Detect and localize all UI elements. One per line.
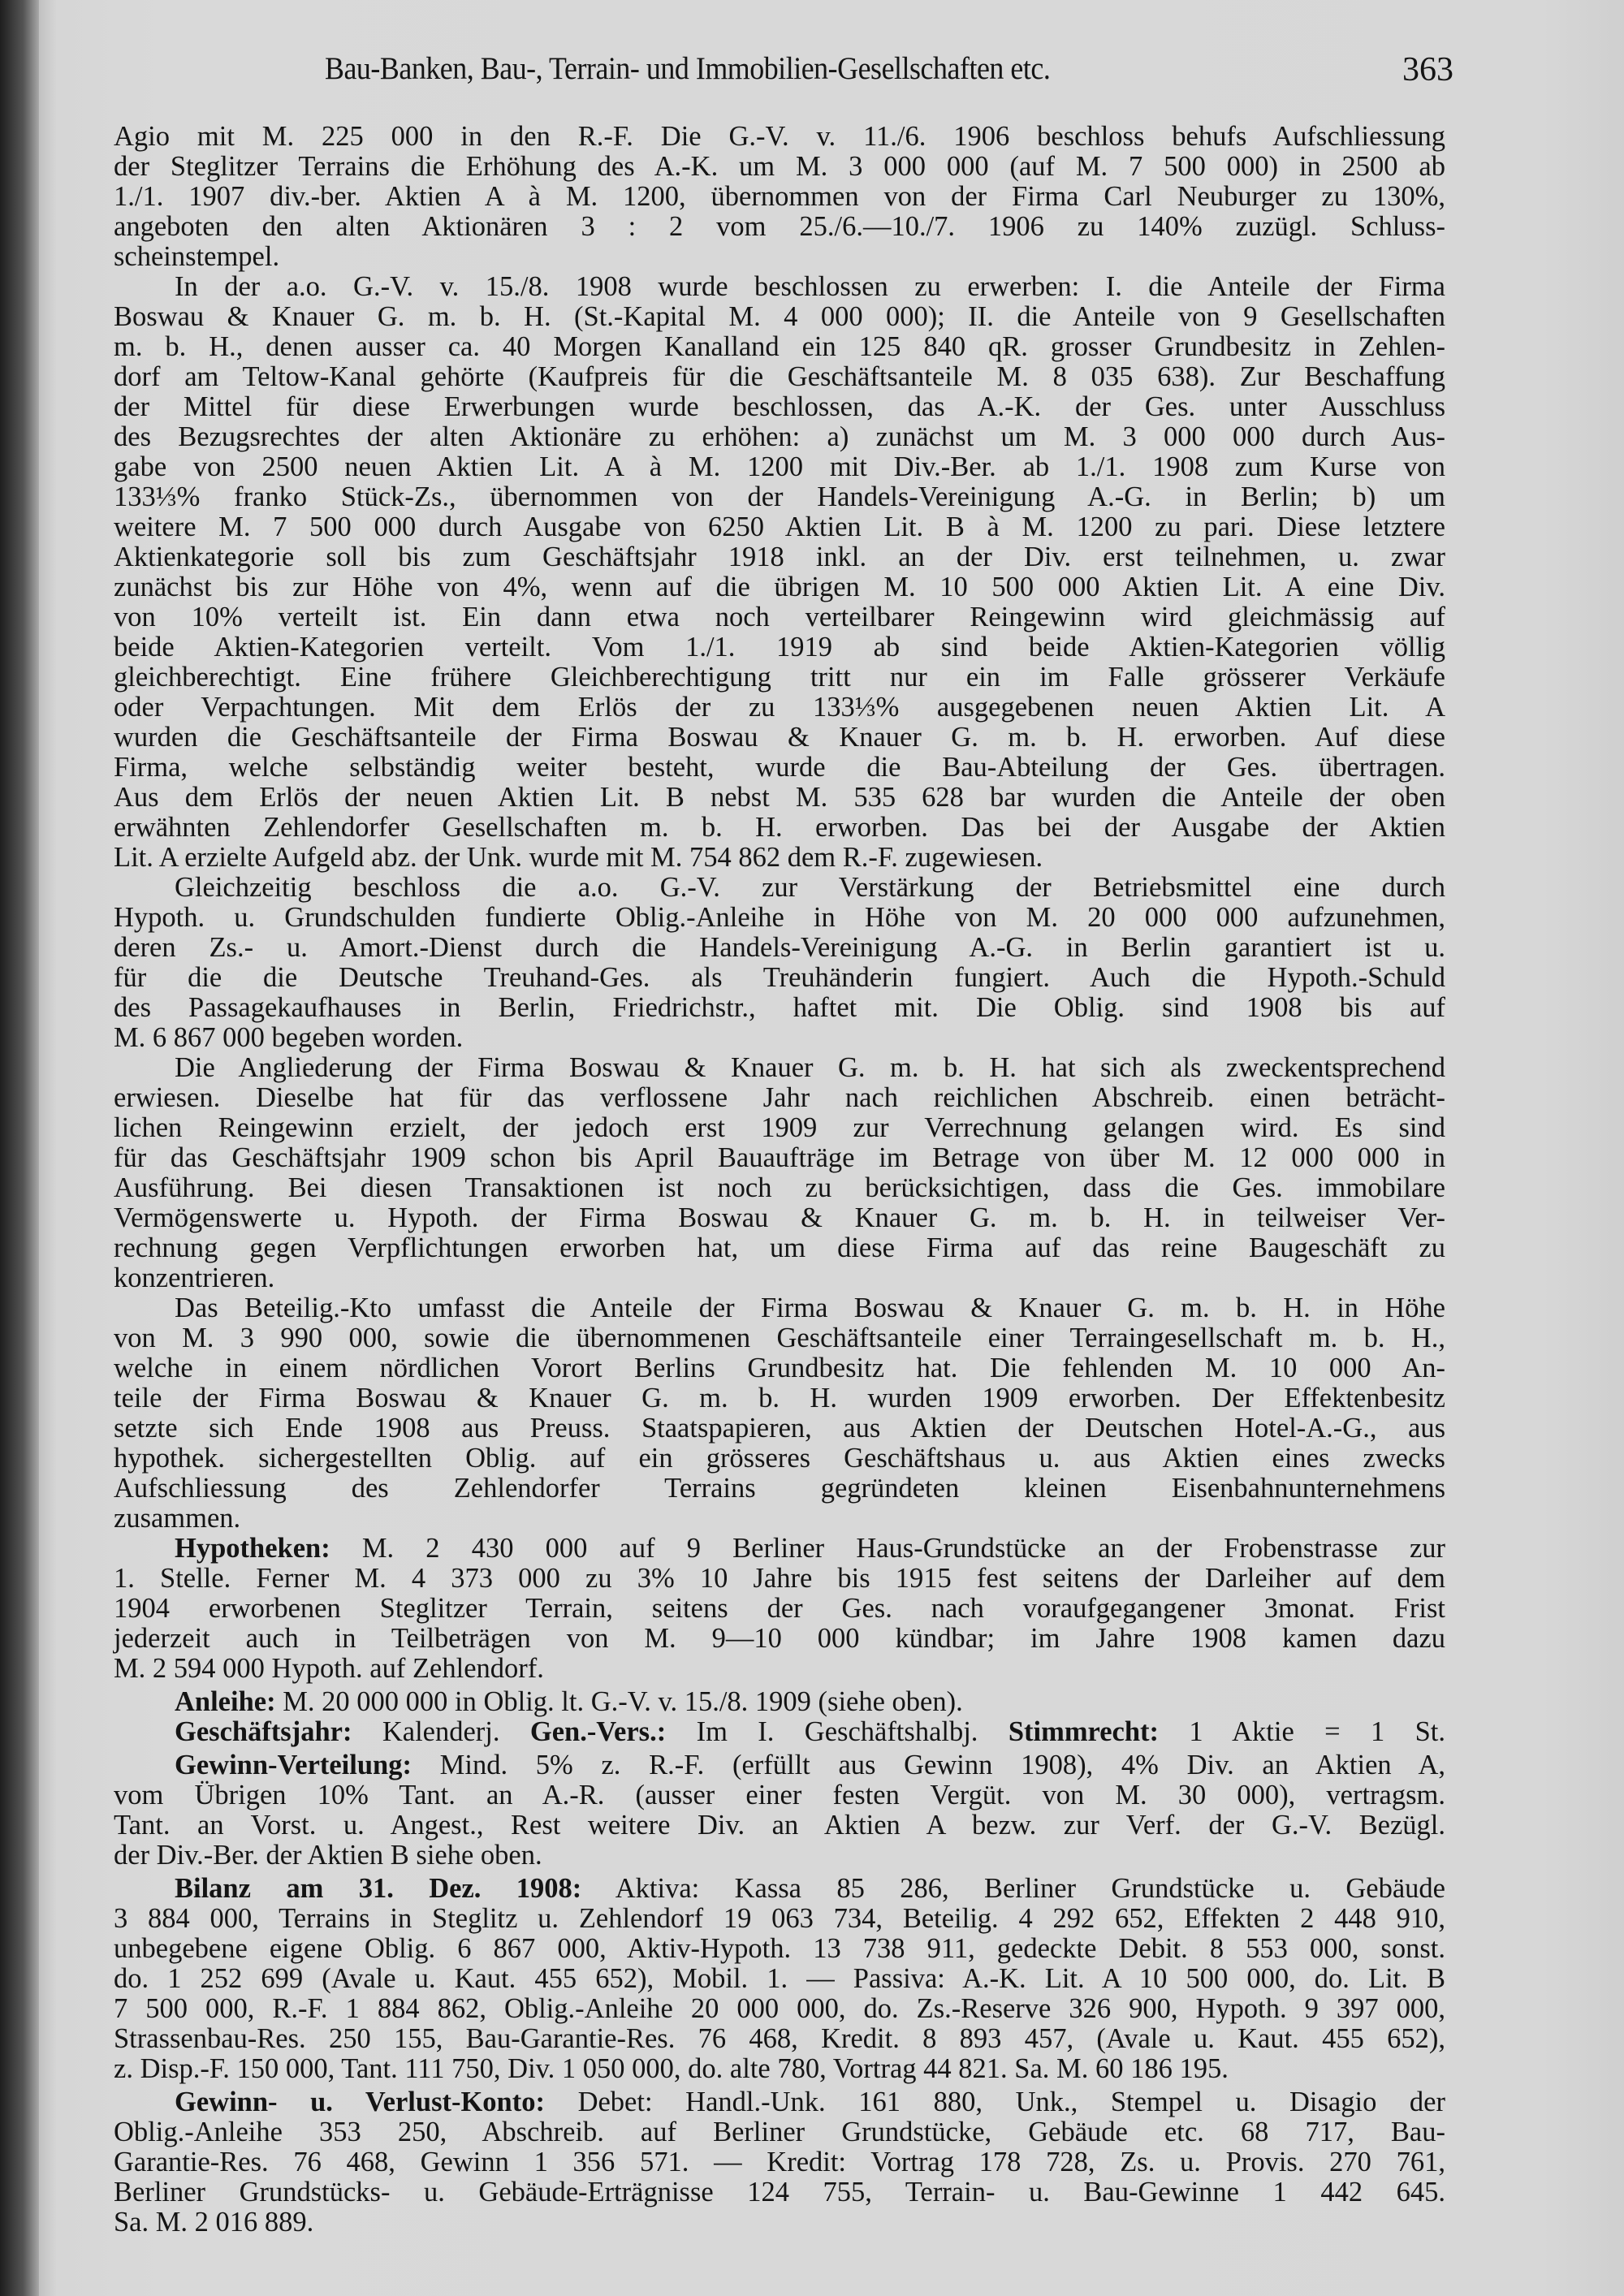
running-header-title: Bau-Banken, Bau-, Terrain- und Immobilien-Gesellschaften etc. bbox=[325, 51, 1051, 86]
line-text: M. 6 867 000 begeben worden. bbox=[114, 1022, 464, 1053]
text-line bbox=[114, 422, 1445, 452]
text-line bbox=[114, 1904, 1445, 1934]
text-line bbox=[114, 542, 1445, 572]
text-line bbox=[114, 1624, 1445, 1654]
line-text: Boswau & Knauer G. m. b. H. (St.-Kapital M. 4 000 000); II. die Anteile von 9 Gesellschaften bbox=[114, 301, 1445, 332]
text-line bbox=[114, 1203, 1445, 1233]
line-text: erwähnten Zehlendorfer Gesellschaften m. b. H. erworben. Das bei der Ausgabe der Aktien bbox=[114, 812, 1445, 843]
section-text: Kalenderj. bbox=[352, 1716, 500, 1747]
line-text: für die die Deutsche Treuhand-Ges. als Treuhänderin fungiert. Auch die Hypoth.-Schuld bbox=[114, 962, 1445, 993]
text-line bbox=[114, 182, 1445, 212]
text-line bbox=[114, 1053, 1445, 1083]
scan-page-edge bbox=[0, 0, 39, 2296]
line-text: Agio mit M. 225 000 in den R.-F. Die G.-V. v. 11./6. 1906 beschloss behufs Aufschliessung bbox=[114, 121, 1445, 152]
paragraph bbox=[114, 1293, 1445, 1534]
text-line bbox=[114, 1717, 1445, 1747]
line-text: m. b. H., denen ausser ca. 40 Morgen Kanalland ein 125 840 qR. grosser Grundbesitz in Zehlen- bbox=[114, 331, 1445, 362]
text-line bbox=[114, 1687, 1445, 1717]
text-line bbox=[114, 1413, 1445, 1444]
paragraph bbox=[114, 1684, 1445, 1717]
text-line bbox=[114, 482, 1445, 512]
text-line bbox=[114, 392, 1445, 422]
text-line bbox=[114, 1504, 1445, 1534]
line-text: des Bezugsrechtes der alten Aktionäre zu erhöhen: a) zunächst um M. 3 000 000 durch Aus- bbox=[114, 421, 1445, 452]
text-line bbox=[114, 1654, 1445, 1684]
text-line bbox=[114, 242, 1445, 272]
text-line bbox=[114, 212, 1445, 242]
line-text: hypothek. sichergestellten Oblig. auf ein grösseres Geschäftshaus u. aus Aktien eines zwecks bbox=[114, 1443, 1445, 1474]
running-header bbox=[114, 50, 1453, 91]
line-text: 1. Stelle. Ferner M. 4 373 000 zu 3% 10 Jahre bis 1915 fest seitens der Darleiher auf dem bbox=[114, 1563, 1445, 1594]
line-text: Vermögenswerte u. Hypoth. der Firma Boswau & Knauer G. m. b. H. in teilweiser Ver- bbox=[114, 1202, 1445, 1233]
line-text: rechnung gegen Verpflichtungen erworben hat, um diese Firma auf das reine Baugeschäft zu bbox=[114, 1232, 1445, 1263]
line-text: 3 884 000, Terrains in Steglitz u. Zehlendorf 19 063 734, Beteilig. 4 292 652, Effekten 2 448 910, bbox=[114, 1903, 1445, 1934]
text-line bbox=[114, 1534, 1445, 1564]
text-line bbox=[114, 152, 1445, 182]
line-text: Mind. 5% z. R.-F. (erfüllt aus Gewinn 1908), 4% Div. an Aktien A, bbox=[411, 1750, 1445, 1780]
paragraph bbox=[114, 1053, 1445, 1293]
line-text: lichen Reingewinn erzielt, der jedoch erst 1909 zur Verrechnung gelangen wird. Es sind bbox=[114, 1112, 1445, 1143]
line-text: 133⅓% franko Stück-Zs., übernommen von der Handels-Vereinigung A.-G. in Berlin; b) um bbox=[114, 481, 1445, 512]
line-text: Das Beteilig.-Kto umfasst die Anteile der Firma Boswau & Knauer G. m. b. H. in Höhe bbox=[175, 1293, 1445, 1323]
text-line bbox=[114, 1874, 1445, 1904]
text-line bbox=[114, 122, 1445, 152]
paragraph bbox=[114, 1871, 1445, 2084]
text-line bbox=[114, 572, 1445, 602]
text-line bbox=[114, 302, 1445, 332]
text-line bbox=[114, 963, 1445, 993]
line-text: 1904 erworbenen Steglitzer Terrain, seitens der Ges. nach voraufgegangener 3monat. Frist bbox=[114, 1593, 1445, 1624]
text-line bbox=[114, 933, 1445, 963]
line-text: der Steglitzer Terrains die Erhöhung des A.-K. um M. 3 000 000 (auf M. 7 500 000) in 2500 ab bbox=[114, 151, 1445, 182]
line-text: Tant. an Vorst. u. Angest., Rest weitere Div. an Aktien A bezw. zur Verf. der G.-V. Bezügl. bbox=[114, 1810, 1445, 1841]
line-text: weitere M. 7 500 000 durch Ausgabe von 6250 Aktien Lit. B à M. 1200 zu pari. Diese letztere bbox=[114, 511, 1445, 542]
line-text: zunächst bis zur Höhe von 4%, wenn auf die übrigen M. 10 500 000 Aktien Lit. A eine Div. bbox=[114, 572, 1445, 602]
text-line bbox=[114, 602, 1445, 632]
line-text: gabe von 2500 neuen Aktien Lit. A à M. 1200 mit Div.-Ber. ab 1./1. 1908 zum Kurse von bbox=[114, 451, 1445, 482]
text-line bbox=[114, 2208, 1445, 2238]
section-label: Anleihe: bbox=[175, 1686, 276, 1717]
line-text: welche in einem nördlichen Vorort Berlins Grundbesitz hat. Die fehlenden M. 10 000 An- bbox=[114, 1353, 1445, 1383]
text-line bbox=[114, 1994, 1445, 2024]
line-text: Firma, welche selbständig weiter besteht, wurde die Bau-Abteilung der Ges. übertragen. bbox=[114, 752, 1445, 783]
text-line bbox=[114, 1810, 1445, 1841]
text-line bbox=[114, 2054, 1445, 2084]
line-text: scheinstempel. bbox=[114, 241, 280, 272]
paragraph bbox=[114, 122, 1445, 272]
line-text: gleichberechtigt. Eine frühere Gleichberechtigung tritt nur ein im Falle grösserer Verkäufe bbox=[114, 662, 1445, 693]
paragraph bbox=[114, 1747, 1445, 1871]
text-line bbox=[114, 843, 1445, 873]
section-text: Im I. Geschäftshalbj. bbox=[666, 1716, 978, 1747]
text-line bbox=[114, 1444, 1445, 1474]
text-line bbox=[114, 873, 1445, 903]
text-line bbox=[114, 783, 1445, 813]
line-text: In der a.o. G.-V. v. 15./8. 1908 wurde beschlossen zu erwerben: I. die Anteile der Firma bbox=[175, 271, 1445, 302]
text-line bbox=[114, 332, 1445, 362]
paragraph bbox=[114, 2084, 1445, 2238]
section-label: Gewinn-Verteilung: bbox=[175, 1750, 412, 1780]
text-line bbox=[114, 512, 1445, 542]
line-text: Strassenbau-Res. 250 155, Bau-Garantie-Res. 76 468, Kredit. 8 893 457, (Avale u. Kaut. 455 652), bbox=[114, 2023, 1445, 2054]
text-line bbox=[114, 1293, 1445, 1323]
line-text: Sa. M. 2 016 889. bbox=[114, 2207, 314, 2238]
page-number: 363 bbox=[1402, 51, 1453, 88]
line-text: teile der Firma Boswau & Knauer G. m. b. H. wurden 1909 erworben. Der Effektenbesitz bbox=[114, 1383, 1445, 1413]
line-text: z. Disp.-F. 150 000, Tant. 111 750, Div. 1 050 000, do. alte 780, Vortrag 44 821. Sa. M. 60 186 195. bbox=[114, 2053, 1229, 2084]
line-text: Lit. A erzielte Aufgeld abz. der Unk. wurde mit M. 754 862 dem R.-F. zugewiesen. bbox=[114, 842, 1043, 873]
text-line bbox=[114, 1113, 1445, 1143]
text-line bbox=[114, 993, 1445, 1023]
text-line bbox=[114, 452, 1445, 482]
text-line bbox=[114, 662, 1445, 693]
section-label: Geschäftsjahr: bbox=[175, 1716, 352, 1747]
section-label: Hypotheken: bbox=[175, 1533, 330, 1564]
line-text: deren Zs.- u. Amort.-Dienst durch die Handels-Vereinigung A.-G. in Berlin garantiert ist u. bbox=[114, 932, 1445, 963]
section-label: Bilanz am 31. Dez. 1908: bbox=[175, 1873, 582, 1904]
line-text: von 10% verteilt ist. Ein dann etwa noch verteilbarer Reingewinn wird gleichmässig auf bbox=[114, 602, 1445, 632]
text-line bbox=[114, 1083, 1445, 1113]
text-line bbox=[114, 2147, 1445, 2177]
line-text: unbegebene eigene Oblig. 6 867 000, Aktiv-Hypoth. 13 738 911, gedeckte Debit. 8 553 000, sonst. bbox=[114, 1933, 1445, 1964]
line-text: jederzeit auch in Teilbeträgen von M. 9—10 000 kündbar; im Jahre 1908 kamen dazu bbox=[114, 1623, 1445, 1654]
line-text: Aktienkategorie soll bis zum Geschäftsjahr 1918 inkl. an der Div. erst teilnehmen, u. zwar bbox=[114, 542, 1445, 572]
line-text: Debet: Handl.-Unk. 161 880, Unk., Stempel u. Disagio der bbox=[544, 2087, 1445, 2117]
line-text: wurden die Geschäftsanteile der Firma Boswau & Knauer G. m. b. H. erworben. Auf diese bbox=[114, 722, 1445, 753]
line-text: Gleichzeitig beschloss die a.o. G.-V. zur Verstärkung der Betriebsmittel eine durch bbox=[175, 872, 1445, 903]
text-line bbox=[114, 1964, 1445, 1994]
line-text: Oblig.-Anleihe 353 250, Abschreib. auf Berliner Grundstücke, Gebäude etc. 68 717, Bau- bbox=[114, 2117, 1445, 2147]
line-text: beide Aktien-Kategorien verteilt. Vom 1./1. 1919 ab sind beide Aktien-Kategorien völlig bbox=[114, 632, 1445, 662]
line-text: der Mittel für diese Erwerbungen wurde beschlossen, das A.-K. der Ges. unter Ausschluss bbox=[114, 391, 1445, 422]
text-line bbox=[114, 1594, 1445, 1624]
paragraph bbox=[114, 272, 1445, 873]
text-line bbox=[114, 2177, 1445, 2208]
line-text: M. 20 000 000 in Oblig. lt. G.-V. v. 15./8. 1909 (siehe oben). bbox=[275, 1686, 963, 1717]
section-label: Stimmrecht: bbox=[1008, 1716, 1160, 1747]
text-line bbox=[114, 723, 1445, 753]
text-line bbox=[114, 1474, 1445, 1504]
text-line bbox=[114, 1841, 1445, 1871]
text-line bbox=[114, 1323, 1445, 1353]
line-text: Die Angliederung der Firma Boswau & Knauer G. m. b. H. hat sich als zweckentsprechend bbox=[175, 1052, 1445, 1083]
text-line bbox=[114, 2024, 1445, 2054]
paragraph bbox=[114, 873, 1445, 1053]
text-line bbox=[114, 362, 1445, 392]
text-line bbox=[114, 1143, 1445, 1173]
line-text: des Passagekaufhauses in Berlin, Friedrichstr., haftet mit. Die Oblig. sind 1908 bis auf bbox=[114, 992, 1445, 1023]
line-text: konzentrieren. bbox=[114, 1262, 275, 1293]
line-text: setzte sich Ende 1908 aus Preuss. Staatspapieren, aus Aktien der Deutschen Hotel-A.-G., aus bbox=[114, 1413, 1445, 1444]
line-text: von M. 3 990 000, sowie die übernommenen Geschäftsanteile einer Terraingesellschaft m. b. H., bbox=[114, 1323, 1445, 1353]
text-line bbox=[114, 1780, 1445, 1810]
text-line bbox=[114, 1233, 1445, 1263]
line-text: der Div.-Ber. der Aktien B siehe oben. bbox=[114, 1840, 542, 1871]
line-text: M. 2 430 000 auf 9 Berliner Haus-Grundstücke an der Frobenstrasse zur bbox=[330, 1533, 1445, 1564]
text-line bbox=[114, 632, 1445, 662]
line-text: vom Übrigen 10% Tant. an A.-R. (ausser einer festen Vergüt. von M. 30 000), vertragsm. bbox=[114, 1780, 1445, 1810]
line-text: Aufschliessung des Zehlendorfer Terrains gegründeten kleinen Eisenbahnunternehmens bbox=[114, 1473, 1445, 1504]
text-line bbox=[114, 1173, 1445, 1203]
line-text: M. 2 594 000 Hypoth. auf Zehlendorf. bbox=[114, 1653, 544, 1684]
text-line bbox=[114, 1263, 1445, 1293]
text-line bbox=[114, 753, 1445, 783]
line-text: erwiesen. Dieselbe hat für das verflossene Jahr nach reichlichen Abschreib. einen beträcht- bbox=[114, 1082, 1445, 1113]
text-line bbox=[114, 2087, 1445, 2117]
text-line bbox=[114, 1934, 1445, 1964]
text-line bbox=[114, 813, 1445, 843]
line-text: dorf am Teltow-Kanal gehörte (Kaufpreis für die Geschäftsanteile M. 8 035 638). Zur Beschaffung bbox=[114, 361, 1445, 392]
paragraph bbox=[114, 1717, 1445, 1747]
line-text: oder Verpachtungen. Mit dem Erlös der zu 133⅓% ausgegebenen neuen Aktien Lit. A bbox=[114, 692, 1445, 723]
section-label: Gen.-Vers.: bbox=[529, 1716, 667, 1747]
text-line bbox=[114, 1750, 1445, 1780]
line-text: 7 500 000, R.-F. 1 884 862, Oblig.-Anleihe 20 000 000, do. Zs.-Reserve 326 900, Hypoth. 9 397 000, bbox=[114, 1993, 1445, 2024]
section-text: 1 Aktie = 1 St. bbox=[1159, 1716, 1445, 1747]
text-line bbox=[114, 1353, 1445, 1383]
line-text: Hypoth. u. Grundschulden fundierte Oblig.-Anleihe in Höhe von M. 20 000 000 aufzunehmen, bbox=[114, 902, 1445, 933]
document-body bbox=[114, 122, 1445, 2238]
line-text: do. 1 252 699 (Avale u. Kaut. 455 652), Mobil. 1. — Passiva: A.-K. Lit. A 10 500 000, do. Lit. B bbox=[114, 1963, 1445, 1994]
text-line bbox=[114, 1564, 1445, 1594]
line-text: angeboten den alten Aktionären 3 : 2 vom 25./6.—10./7. 1906 zu 140% zuzügl. Schluss- bbox=[114, 211, 1445, 242]
text-line bbox=[114, 272, 1445, 302]
line-text: Aktiva: Kassa 85 286, Berliner Grundstücke u. Gebäude bbox=[581, 1873, 1445, 1904]
line-text: zusammen. bbox=[114, 1503, 241, 1534]
text-line bbox=[114, 1383, 1445, 1413]
line-text: Aus dem Erlös der neuen Aktien Lit. B nebst M. 535 628 bar wurden die Anteile der oben bbox=[114, 782, 1445, 813]
line-text: Ausführung. Bei diesen Transaktionen ist noch zu berücksichtigen, dass die Ges. immobilare bbox=[114, 1172, 1445, 1203]
line-text: Berliner Grundstücks- u. Gebäude-Erträgnisse 124 755, Terrain- u. Bau-Gewinne 1 442 645. bbox=[114, 2177, 1445, 2208]
section-label: Gewinn- u. Verlust-Konto: bbox=[175, 2087, 545, 2117]
text-line bbox=[114, 693, 1445, 723]
line-text: Garantie-Res. 76 468, Gewinn 1 356 571. — Kredit: Vortrag 178 728, Zs. u. Provis. 270 761, bbox=[114, 2147, 1445, 2177]
text-line bbox=[114, 2117, 1445, 2147]
line-text: für das Geschäftsjahr 1909 schon bis April Bauaufträge im Betrage von über M. 12 000 000 in bbox=[114, 1142, 1445, 1173]
line-text: 1./1. 1907 div.-ber. Aktien A à M. 1200, übernommen von der Firma Carl Neuburger zu 130%, bbox=[114, 181, 1445, 212]
paragraph bbox=[114, 1534, 1445, 1684]
text-line bbox=[114, 903, 1445, 933]
text-line bbox=[114, 1023, 1445, 1053]
